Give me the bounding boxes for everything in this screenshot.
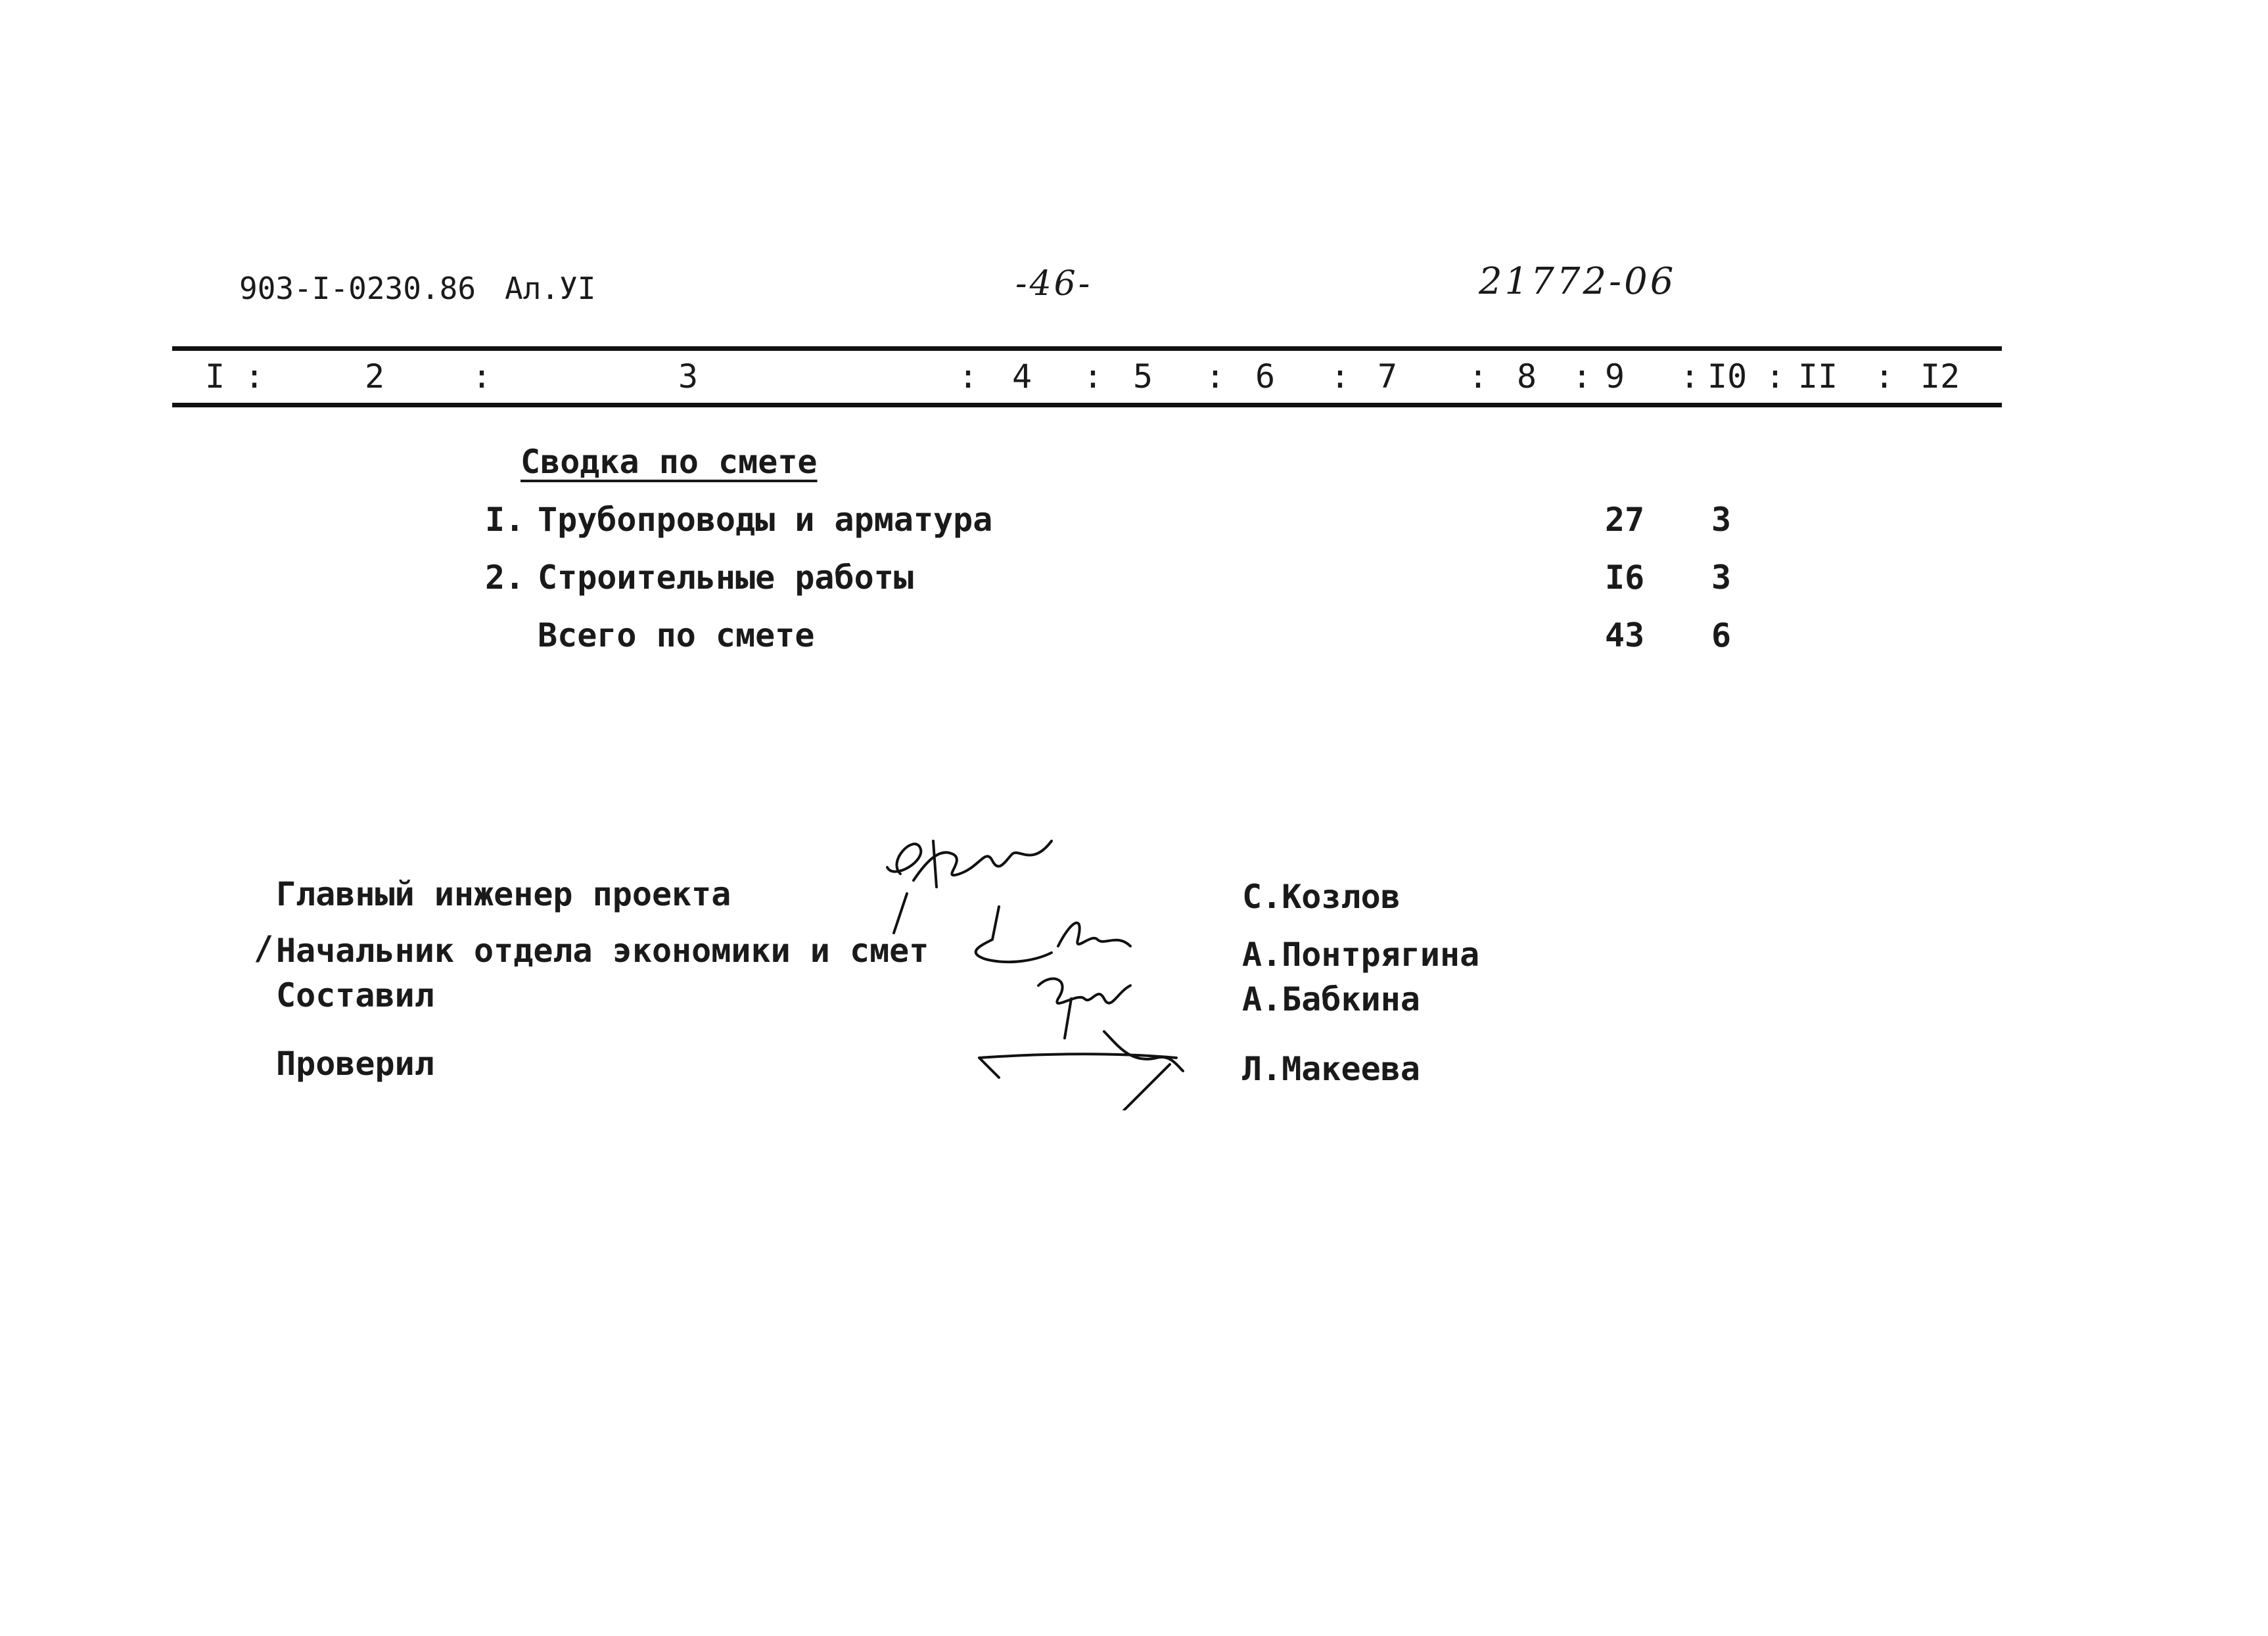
signature-role: Проверил (276, 1045, 434, 1083)
signature-makeeva-icon (973, 1025, 1190, 1110)
column-separator: : (1083, 357, 1103, 396)
summary-row-col9: I6 (1605, 558, 1645, 597)
page-number: -46- (1015, 264, 1093, 304)
column-separator: : (1874, 357, 1895, 396)
column-separator: : (244, 357, 265, 396)
column-separator: : (1205, 357, 1226, 396)
column-separator: : (1680, 357, 1700, 396)
margin-mark: / (254, 929, 274, 967)
summary-row-number: I. (485, 501, 525, 539)
column-separator: : (958, 357, 979, 396)
column-separator: : (472, 357, 492, 396)
signature-role: Начальник отдела экономики и смет (276, 932, 929, 970)
signature-name: А.Понтрягина (1242, 936, 1480, 974)
summary-row-label: Строительные работы (538, 558, 914, 597)
column-number: 8 (1517, 357, 1537, 396)
column-number: 3 (678, 357, 699, 396)
summary-row-col10: 3 (1711, 501, 1732, 539)
summary-row-label: Трубопроводы и арматура (538, 501, 993, 539)
table-bottom-rule (172, 403, 2002, 407)
summary-total-label: Всего по смете (538, 616, 815, 654)
summary-row-col9: 27 (1605, 501, 1645, 539)
column-number: II (1798, 357, 1838, 396)
summary-title: Сводка по смете (521, 443, 818, 481)
signature-name: А.Бабкина (1242, 980, 1420, 1018)
column-separator: : (1468, 357, 1489, 396)
column-number: 7 (1377, 357, 1398, 396)
signature-pontryagina-icon (960, 900, 1157, 972)
column-number: I (205, 357, 225, 396)
inventory-number: 21772-06 (1479, 260, 1677, 303)
column-number: 2 (365, 357, 385, 396)
table-top-rule (172, 346, 2002, 351)
column-number: 4 (1012, 357, 1032, 396)
summary-row-number: 2. (485, 558, 525, 597)
signature-role: Составил (276, 976, 434, 1014)
column-number: 5 (1133, 357, 1153, 396)
column-separator: : (1572, 357, 1592, 396)
column-separator: : (1330, 357, 1351, 396)
summary-row-col10: 3 (1711, 558, 1732, 597)
column-number: 6 (1255, 357, 1276, 396)
album-number: Ал.УI (505, 271, 596, 306)
document-code: 903-I-0230.86 (239, 271, 476, 306)
column-number: 9 (1605, 357, 1625, 396)
signature-name: Л.Макеева (1242, 1050, 1420, 1088)
signature-name: С.Козлов (1242, 878, 1400, 916)
column-number: I0 (1707, 357, 1747, 396)
column-separator: : (1765, 357, 1786, 396)
column-number: I2 (1920, 357, 1960, 396)
signature-role: Главный инженер проекта (276, 875, 731, 913)
summary-total-col9: 43 (1605, 616, 1645, 654)
summary-total-col10: 6 (1711, 616, 1732, 654)
